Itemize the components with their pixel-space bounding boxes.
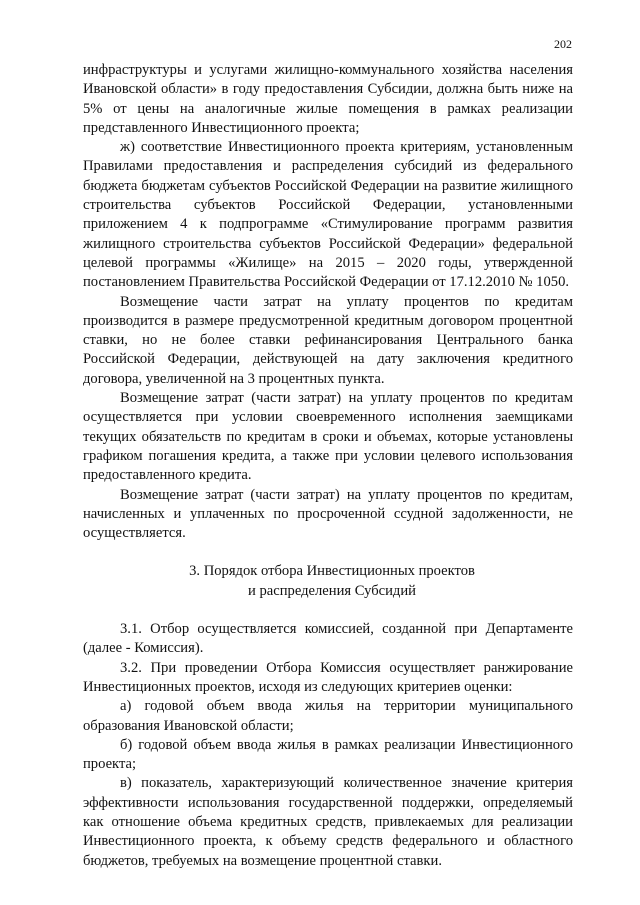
- paragraph-criterion-zh: ж) соответствие Инвестиционного проекта критериям, установленным Правилами предоставления и распределения субсидий из федерального бюджета бюджетам субъектов Российской Федерации на развитие жилищного строительства субъектов Российской Федерации, установленными приложением 4 к подпрограмме «Стимулирование программ развития жилищного строительства субъектов Российской Федерации» федеральной целевой программы «Жилище» на 2015 – 2020 годы, утвержденной постановлением Правительства Российской Федерации от 17.12.2010 № 1050.: [83, 139, 573, 291]
- paragraph-3-2: 3.2. При проведении Отбора Комиссия осуществляет ранжирование Инвестиционных проектов, исходя из следующих критериев оценки:: [83, 659, 573, 695]
- paragraph-reimbursement-exclusion: Возмещение затрат (части затрат) на уплату процентов по кредитам, начисленных и уплаченных по просроченной ссудной задолженности, не осуществляется.: [83, 486, 573, 542]
- section-heading-line-1: 3. Порядок отбора Инвестиционных проектов: [189, 563, 475, 580]
- paragraph-reimbursement-conditions: Возмещение затрат (части затрат) на уплату процентов по кредитам осуществляется при условии своевременного исполнения заемщиками текущих обязательств по кредитам в сроки и объемах, которые установлены графиком погашения кредита, а также при условии целевого использования предоставленного кредита.: [83, 390, 573, 484]
- paragraph-continuation: инфраструктуры и услугами жилищно-коммунального хозяйства населения Ивановской области» в году предоставления Субсидии, должна быть ниже на 5% от цены на аналогичные жилые помещения в рамках реализации представленного Инвестиционного проекта;: [83, 62, 573, 136]
- paragraph-criterion-a: а) годовой объем ввода жилья на территории муниципального образования Ивановской области;: [83, 698, 573, 734]
- section-heading-line-2: и распределения Субсидий: [248, 582, 416, 599]
- section-heading: [83, 562, 573, 601]
- paragraph-3-1: 3.1. Отбор осуществляется комиссией, созданной при Департаменте (далее - Комиссия).: [83, 621, 573, 657]
- paragraph-criterion-v: в) показатель, характеризующий количественное значение критерия эффективности использования государственной поддержки, определяемый как отношение объема кредитных средств, привлекаемых для реализации Инвестиционного проекта, к объему средств федерального и областного бюджетов, требуемых на возмещение процентной ставки.: [83, 775, 573, 869]
- page-number: 202: [554, 37, 572, 51]
- paragraph-criterion-b: б) годовой объем ввода жилья в рамках реализации Инвестиционного проекта;: [83, 736, 573, 773]
- paragraph-reimbursement-rate: Возмещение части затрат на уплату процентов по кредитам производится в размере предусмотренной кредитным договором процентной ставки, но не более ставки рефинансирования Центрального банка Российской Федерации, действующей на дату заключения кредитного договора, увеличенной на 3 процентных пункта.: [83, 293, 573, 387]
- document-body: [83, 61, 573, 871]
